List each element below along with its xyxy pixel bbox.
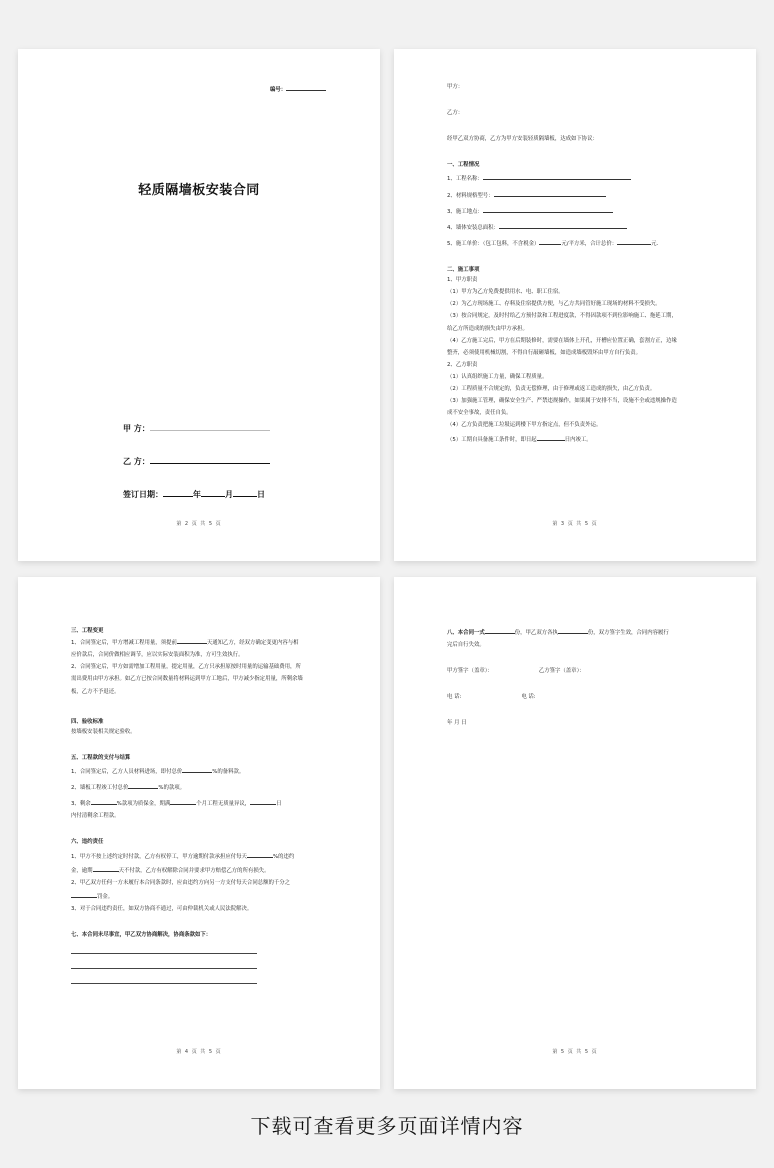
clause-text: 个月工程无质量异议， (196, 801, 251, 808)
clause-text: %款项为质保金，期满 (116, 801, 171, 808)
material-spec-line (447, 190, 702, 200)
clause-text: %的违约 (272, 853, 295, 860)
clause-text: 1、合同签定后，乙方人员材料进场，即付总价 (71, 768, 183, 775)
page-footer: 第 2 页 共 5 页 (176, 520, 222, 527)
phone-row (447, 693, 702, 701)
duration-suffix: 日内竣工。 (564, 436, 592, 443)
contract-number (270, 84, 326, 94)
contract-title: 轻质隔墙板安装合同 (138, 183, 260, 198)
contract-page-3 (18, 577, 380, 1089)
clause-text: 日 (276, 801, 282, 808)
blank-line (71, 939, 257, 954)
clause-text: 1、合同签定后，甲方增减工程用量，须提前 (71, 640, 177, 647)
section-4-title: 四、验收标准 (71, 718, 104, 725)
clause-line: 2、乙方职责 (447, 361, 478, 368)
clause-line: 3、对于合同违约责任，如双方协商不通过，可由仲裁机关或人民法院解决。 (71, 905, 253, 912)
page-3-body (71, 627, 326, 984)
clause-line (71, 851, 326, 861)
project-name-label: 1、工程名称： (447, 176, 483, 183)
clause-text: 罚金。 (97, 893, 114, 900)
clause-text: %的备料款。 (212, 768, 245, 775)
section-6-title: 六、违约责任 (71, 839, 104, 846)
month-label: 月 (225, 490, 233, 499)
party-a-phone-label: 电 话: (447, 694, 462, 701)
party-b-field: 乙方： (447, 110, 464, 117)
blank-line (71, 954, 257, 969)
year-label: 年 (193, 490, 201, 499)
page-footer: 第 5 页 共 5 页 (552, 1048, 598, 1055)
clause-text: 2、墙板工程竣工付总价 (71, 785, 129, 792)
clause-line: 板，乙方不予退还。 (71, 688, 120, 695)
section-2-title: 二、施工事项 (447, 266, 480, 273)
site-location-label: 3、施工地点： (447, 208, 483, 215)
signing-date-line (123, 488, 265, 501)
section-8-title: 八、本合同一式 (447, 630, 485, 636)
section-1-title: 一、工程情况 (447, 162, 480, 169)
party-b-signature-label: 乙方签字（盖章）： (538, 668, 585, 675)
clause-text: 3、剩余 (71, 801, 91, 808)
contract-number-label: 编号： (270, 87, 287, 93)
clause-line: （1）认真组织施工力量，确保工程质量。 (447, 373, 548, 380)
clause-line (71, 891, 326, 901)
party-a-signature-label: 甲方签字（盖章）： (447, 668, 493, 675)
party-a-field: 甲方： (447, 84, 464, 90)
clause-line: 给乙方所造成的损失由甲方承担。 (447, 325, 528, 332)
clause-line: （4）乙方负责把施工垃圾运到楼下甲方指定点，但不负责外运。 (447, 422, 602, 429)
duration-line (447, 434, 702, 444)
clause-line: 内付清剩余工程款。 (71, 813, 120, 820)
clause-line: （2）为乙方现场施工、存料及住宿提供方便，与乙方共同管好施工现场的材料不受损失。 (447, 301, 661, 308)
section-5-title: 五、工程款的支付与结算 (71, 754, 131, 761)
page-footer: 第 3 页 共 5 页 (552, 520, 598, 527)
blank-line (71, 969, 257, 984)
clause-text: 1、甲方不按上述约定时付款，乙方有权停工，甲方逾期付款承担应付每天 (71, 853, 247, 860)
total-price-label: 元/平方米，合计总价： (561, 240, 618, 247)
clause-text: %的款项。 (158, 785, 186, 792)
clause-line: 2、合同签定后，甲方如需增加工程用量，提定用量，乙方只承担原按时用量的运输基础费用，所 (71, 664, 301, 671)
party-a-line (123, 422, 270, 435)
unit-price-line (447, 238, 702, 248)
party-b-phone-label: 电 话: (521, 694, 536, 701)
clause-line: 完后自行失效。 (447, 642, 485, 649)
currency-label: 元． (651, 240, 662, 247)
date-row: 年 月 日 (447, 720, 467, 727)
contract-page-cover (18, 49, 380, 561)
signature-row (447, 667, 702, 675)
page-4-body (447, 627, 702, 728)
section-7-title: 七、本合同未尽事宜，甲乙双方协商解决，协商条款如下： (71, 932, 212, 939)
clause-line (71, 766, 326, 776)
clause-line: 1、甲方职责 (447, 277, 478, 284)
party-a-label: 甲 方： (123, 424, 150, 433)
clause-line: 按墙板安装相关规定验收。 (71, 728, 136, 735)
clause-line: （4）乙方施工完后，甲方在后期装修时，需要在墙体上开孔，开槽应位置正确，套割方正，边缘 (447, 337, 677, 344)
signing-date-label: 签订日期： (123, 490, 163, 499)
clause-text: 份，双方签字生效，合同内容履行 (587, 630, 669, 636)
project-name-line (447, 173, 702, 183)
clause-line: 整齐，必须使用机械切割，不得自行敲砸墙板，如造成墙板毁坏由甲方自行负责。 (447, 349, 642, 356)
clause-line (71, 782, 326, 792)
clause-text: 天不付款，乙方有权解除合同并要求甲方赔偿乙方的所有损失。 (118, 867, 270, 874)
day-label: 日 (257, 490, 265, 499)
clause-text: 份，甲乙双方各执 (514, 630, 558, 636)
total-area-line (447, 222, 702, 232)
unit-price-label: 5、施工单价：（包工包料，不含税金） (447, 240, 540, 247)
material-spec-label: 2、材料规格型号： (447, 192, 494, 199)
section-3-title: 三、工程变更 (71, 628, 104, 634)
clause-line (447, 627, 702, 637)
clause-line: （3）加强施工管理，确保安全生产、严禁违规操作，如果属于安排不当，设施不全或违规操作造 (447, 398, 677, 405)
clause-line (71, 637, 326, 647)
clause-line (71, 865, 326, 875)
party-b-line (123, 455, 270, 468)
clause-line: （2）工程质量不合规定的，负责无偿修理，由于修理或返工造成的损失，由乙方负责。 (447, 386, 656, 393)
page-2-body (447, 83, 702, 444)
clause-line: 需出费用由甲方承担。如乙方已按合同数量将材料运到甲方工地后，甲方减少指定用量，所剩余墙 (71, 676, 303, 683)
clause-text: 金，逾期 (71, 867, 93, 874)
clause-line (71, 798, 326, 808)
contract-page-4 (394, 577, 756, 1089)
contract-page-2 (394, 49, 756, 561)
party-b-label: 乙 方： (123, 457, 150, 466)
duration-label: （5）工期自具备施工条件时，即日起 (447, 436, 537, 443)
clause-line: 应价款后，合同价做相应调节，应以实际安装面积为准，方可生效执行。 (71, 652, 244, 659)
clause-line: 2、甲乙双方任何一方未履行本合同条款时，应由违约方向另一方支付每天合同总额的千分之 (71, 879, 291, 886)
clause-line: 成不安全事故，责任自负。 (447, 410, 512, 417)
intro-text: 经甲乙双方协商，乙方为甲方安装轻质隔墙板，达成如下协议： (447, 136, 598, 143)
total-area-label: 4、墙体安装总面积： (447, 224, 499, 231)
clause-line: （1）甲方为乙方免费提供用水、电、职工住宿。 (447, 289, 564, 296)
site-location-line (447, 206, 702, 216)
download-caption: 下载可查看更多页面详情内容 (250, 1114, 524, 1138)
clause-line: （3）按合同规定，及时付给乙方预付款和工程进度款，不得因款项不到位影响施工、拖延工期， (447, 313, 677, 320)
clause-text: 天通知乙方，经双方确定变更内容与相 (206, 640, 299, 647)
page-footer: 第 4 页 共 5 页 (176, 1048, 222, 1055)
